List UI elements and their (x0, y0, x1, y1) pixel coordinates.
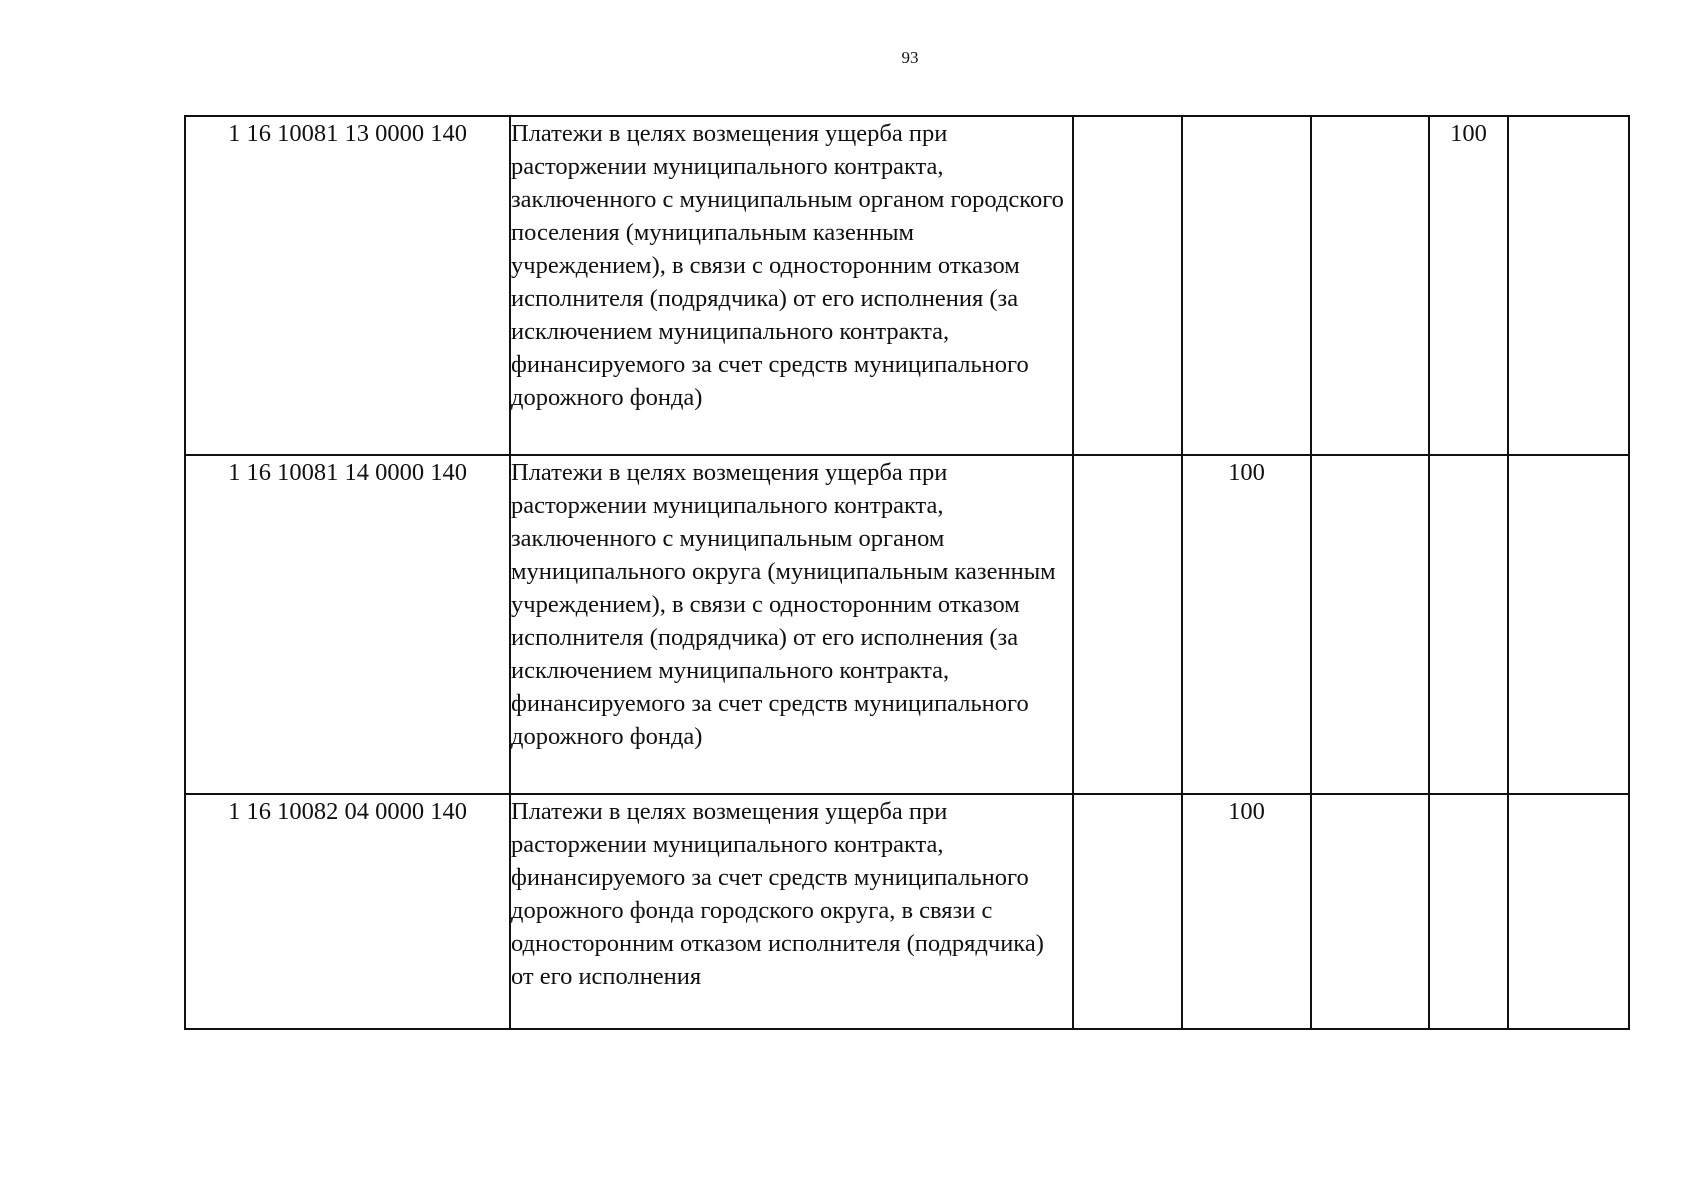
revenue-description-text: Платежи в целях возмещения ущерба при расторжении муниципального контракта, заключенного с муниципальным органом городского поселения (муниципальным казенным учреждением), в связи с односторонним отказом исполнителя (подрядчика) от его исполнения (за исключением муниципального контракта, финансируемого за счет средств муниципального дорожного фонда) (511, 120, 1064, 411)
page-number: 93 (901, 48, 919, 67)
value-cell-col-5 (1508, 116, 1629, 455)
value-cell-col-3 (1311, 116, 1429, 455)
value-cell-col-1 (1073, 116, 1182, 455)
value-cell-col-2: 100 (1182, 794, 1311, 1029)
value-cell-col-1 (1073, 794, 1182, 1029)
revenue-code-cell: 1 16 10082 04 0000 140 (185, 794, 510, 1029)
table-row (185, 116, 1629, 455)
budget-classification-table (184, 115, 1630, 1030)
revenue-code-cell: 1 16 10081 14 0000 140 (185, 455, 510, 794)
value-cell-col-4 (1429, 455, 1508, 794)
value-cell-col-3 (1311, 455, 1429, 794)
value-cell-col-4: 100 (1429, 116, 1508, 455)
revenue-code-cell: 1 16 10081 13 0000 140 (185, 116, 510, 455)
value-cell-col-2: 100 (1182, 455, 1311, 794)
value-cell-col-4 (1429, 794, 1508, 1029)
table-row (185, 794, 1629, 1029)
value-cell-col-3 (1311, 794, 1429, 1029)
value-cell-col-5 (1508, 455, 1629, 794)
revenue-description-text: Платежи в целях возмещения ущерба при расторжении муниципального контракта, заключенного с муниципальным органом муниципального округа (муниципальным казенным учреждением), в связи с односторонним отказом исполнителя (подрядчика) от его исполнения (за исключением муниципального контракта, финансируемого за счет средств муниципального дорожного фонда) (511, 459, 1056, 750)
revenue-description-cell (510, 794, 1073, 1029)
revenue-description-cell (510, 455, 1073, 794)
table-row (185, 455, 1629, 794)
value-cell-col-1 (1073, 455, 1182, 794)
revenue-description-text: Платежи в целях возмещения ущерба при расторжении муниципального контракта, финансируемого за счет средств муниципального дорожного фонда городского округа, в связи с односторонним отказом исполнителя (подрядчика) от его исполнения (511, 798, 1044, 990)
revenue-description-cell (510, 116, 1073, 455)
value-cell-col-2 (1182, 116, 1311, 455)
value-cell-col-5 (1508, 794, 1629, 1029)
